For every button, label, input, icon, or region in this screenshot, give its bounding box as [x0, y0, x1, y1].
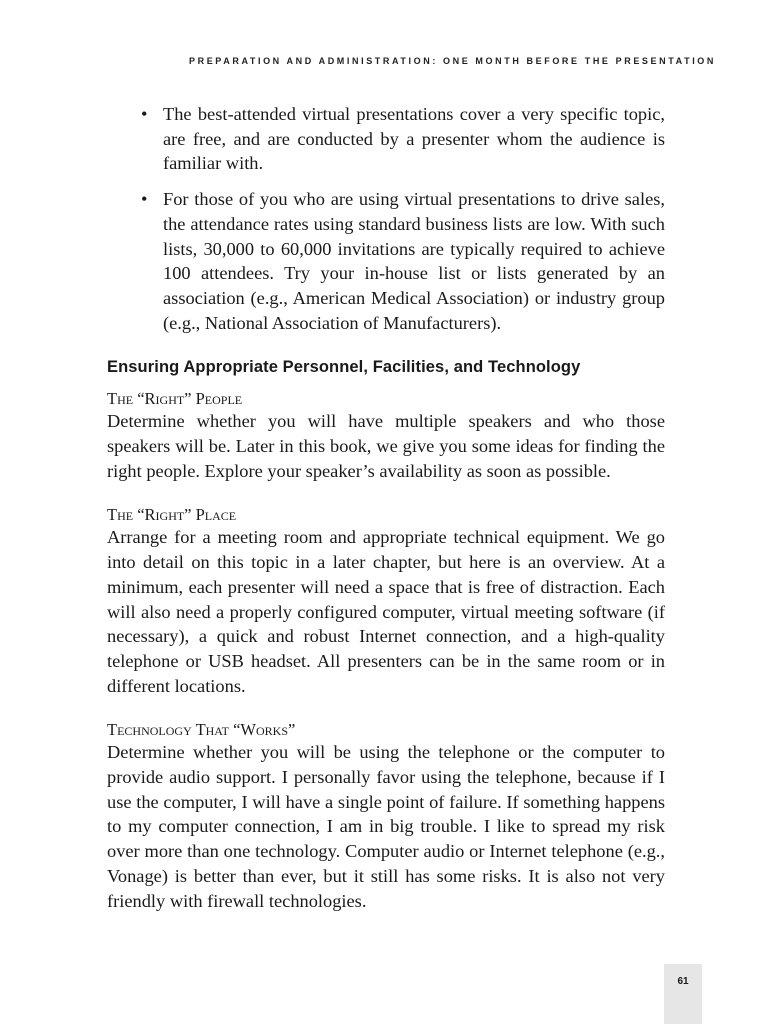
bullet-icon: •: [141, 104, 148, 124]
page-number: 61: [677, 976, 689, 987]
bullet-list: [107, 102, 665, 335]
subsection-title: The “Right” Place: [107, 505, 237, 525]
subsection-title: Technology That “Works”: [107, 720, 296, 740]
running-header: PREPARATION AND ADMINISTRATION: ONE MONTH BEFORE THE PRESENTATION: [189, 56, 716, 66]
section-heading: Ensuring Appropriate Personnel, Facilities, and Technology: [107, 358, 581, 377]
subsection-title: The “Right” People: [107, 389, 243, 409]
page-content: [107, 102, 665, 935]
bullet-item: [107, 187, 665, 335]
bullet-text: The best-attended virtual presentations cover a very specific topic, are free, and are conducted by a presenter whom the audience is familiar with.: [163, 104, 665, 174]
bullet-icon: •: [141, 189, 148, 210]
subsection-body: Determine whether you will be using the telephone or the computer to provide audio support. I personally favor using the telephone, because if I use the computer, I will have a single point of failure. If something happens to my computer connection, I am in big trouble. I like to spread my risk over more than one technology. Computer audio or Internet telephone (e.g., Vonage) is better than ever, but it still has some risks. It is also not very friendly with firewall technologies.: [107, 742, 665, 911]
subsection-body: Determine whether you will have multiple speakers and who those speakers will be. Later in this book, we give you some ideas for finding the right people. Explore your speaker’s availability as soon as possible.: [107, 411, 665, 481]
bullet-item: [107, 102, 665, 176]
subsection-body: Arrange for a meeting room and appropriate technical equipment. We go into detail on this topic in a later chapter, but here is an overview. At a minimum, each presenter will need a space that is free of distraction. Each will also need a properly configured computer, virtual meeting software (if necessary), a quick and robust Internet connection, and a high-quality telephone or USB headset. All presenters can be in the same room or in different locations.: [107, 527, 665, 696]
page-number-tab: [664, 964, 702, 1024]
bullet-text: For those of you who are using virtual presentations to drive sales, the attendance rates using standard business lists are low. With such lists, 30,000 to 60,000 invitations are typically required to achieve 100 attendees. Try your in-house list or lists generated by an association (e.g., American Medical Association) or industry group (e.g., National Association of Manufacturers).: [163, 189, 665, 333]
